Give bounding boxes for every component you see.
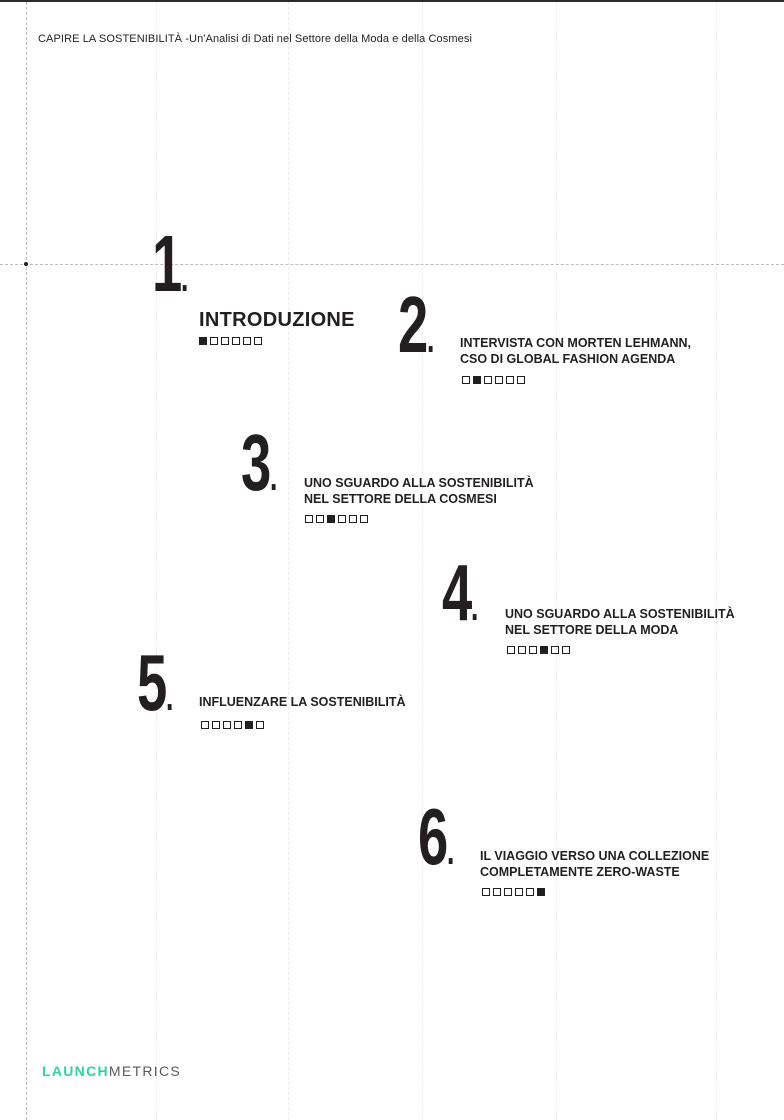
progress-box: [506, 376, 514, 384]
section-number: 1.: [152, 219, 188, 308]
progress-box-active: [537, 888, 545, 896]
progress-indicator: [482, 888, 545, 896]
progress-box: [551, 646, 559, 654]
horizontal-guide-line: [0, 264, 784, 265]
progress-box: [201, 721, 209, 729]
guide-line: [556, 2, 557, 1120]
section-number: 2.: [398, 280, 434, 369]
progress-box-active: [540, 646, 548, 654]
progress-box: [515, 888, 523, 896]
launchmetrics-logo: [42, 1063, 181, 1079]
progress-box: [493, 888, 501, 896]
logo-text-primary: LAUNCH: [42, 1063, 109, 1079]
section-title: IL VIAGGIO VERSO UNA COLLEZIONE COMPLETAMENTE ZERO-WASTE: [480, 849, 710, 879]
progress-box: [562, 646, 570, 654]
progress-box: [504, 888, 512, 896]
progress-box: [305, 515, 313, 523]
progress-indicator: [305, 515, 368, 523]
guide-line: [26, 2, 27, 1120]
section-title: INTERVISTA CON MORTEN LEHMANN, CSO DI GLOBAL FASHION AGENDA: [460, 336, 692, 366]
guide-line: [288, 2, 289, 1120]
progress-box: [462, 376, 470, 384]
progress-box-active: [473, 376, 481, 384]
progress-box: [526, 888, 534, 896]
section-number: 6.: [418, 792, 454, 881]
logo-text-secondary: METRICS: [108, 1063, 182, 1079]
progress-box: [495, 376, 503, 384]
section-number: 3.: [241, 418, 277, 507]
progress-indicator: [201, 721, 264, 729]
progress-box: [518, 646, 526, 654]
progress-box: [360, 515, 368, 523]
progress-box: [254, 337, 262, 345]
progress-box: [256, 721, 264, 729]
progress-box: [529, 646, 537, 654]
progress-box: [338, 515, 346, 523]
section-title: UNO SGUARDO ALLA SOSTENIBILITÀ NEL SETTORE DELLA MODA: [505, 607, 735, 637]
progress-box: [210, 337, 218, 345]
document-header: CAPIRE LA SOSTENIBILITÀ -Un'Analisi di Dati nel Settore della Moda e della Cosmesi: [38, 33, 472, 45]
section-number: 4.: [442, 548, 478, 637]
progress-indicator: [462, 376, 525, 384]
section-title: INFLUENZARE LA SOSTENIBILITÀ: [199, 695, 406, 709]
guide-line: [156, 2, 157, 1120]
progress-box: [484, 376, 492, 384]
progress-box: [349, 515, 357, 523]
progress-box: [482, 888, 490, 896]
progress-indicator: [199, 337, 262, 345]
progress-box-active: [327, 515, 335, 523]
progress-box-active: [199, 337, 207, 345]
guide-line: [422, 2, 423, 1120]
guide-line: [716, 2, 717, 1120]
section-title: INTRODUZIONE: [199, 309, 355, 331]
progress-box: [517, 376, 525, 384]
progress-box: [232, 337, 240, 345]
progress-box-active: [245, 721, 253, 729]
section-number: 5.: [137, 638, 173, 727]
progress-box: [316, 515, 324, 523]
progress-box: [212, 721, 220, 729]
progress-box: [507, 646, 515, 654]
progress-box: [223, 721, 231, 729]
guide-dot: [24, 262, 28, 266]
section-title: UNO SGUARDO ALLA SOSTENIBILITÀ NEL SETTORE DELLA COSMESI: [304, 476, 534, 506]
progress-box: [243, 337, 251, 345]
progress-indicator: [507, 646, 570, 654]
progress-box: [221, 337, 229, 345]
top-border: [0, 0, 784, 2]
progress-box: [234, 721, 242, 729]
